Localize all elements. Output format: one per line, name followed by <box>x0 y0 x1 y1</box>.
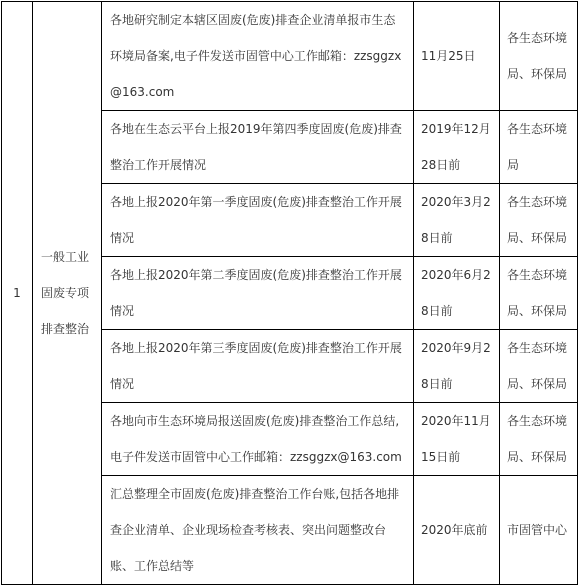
responsible-org-cell: 各生态环境局、环保局 <box>500 2 578 111</box>
project-name-cell <box>33 2 102 585</box>
task-cell: 各地上报2020年第二季度固废(危废)排查整治工作开展情况 <box>102 257 414 330</box>
responsible-org-cell: 各生态环境局、环保局 <box>500 403 578 476</box>
responsible-org-cell: 各生态环境局、环保局 <box>500 257 578 330</box>
deadline-cell: 2020年6月28日前 <box>414 257 500 330</box>
task-cell: 汇总整理全市固废(危废)排查整治工作台账,包括各地排查企业清单、企业现场检查考核表、突出问题整改台账、工作总结等 <box>102 476 414 585</box>
task-cell: 各地在生态云平台上报2019年第四季度固废(危废)排查整治工作开展情况 <box>102 111 414 184</box>
responsible-org-cell: 各生态环境局、环保局 <box>500 330 578 403</box>
task-schedule-table <box>1 1 578 585</box>
deadline-cell: 2020年底前 <box>414 476 500 585</box>
task-cell: 各地上报2020年第一季度固废(危废)排查整治工作开展情况 <box>102 184 414 257</box>
deadline-cell: 2020年9月28日前 <box>414 330 500 403</box>
responsible-org-cell: 各生态环境局、环保局 <box>500 184 578 257</box>
deadline-cell: 2020年11月15日前 <box>414 403 500 476</box>
project-name: 一般工业固废专项排查整治 <box>41 250 90 336</box>
task-cell: 各地上报2020年第三季度固废(危废)排查整治工作开展情况 <box>102 330 414 403</box>
task-cell: 各地向市生态环境局报送固废(危废)排查整治工作总结,电子件发送市固管中心工作邮箱：zzsggzx@163.com <box>102 403 414 476</box>
responsible-org-cell: 市固管中心 <box>500 476 578 585</box>
task-cell: 各地研究制定本辖区固废(危废)排查企业清单报市生态环境局备案,电子件发送市固管中心工作邮箱：zzsggzx@163.com <box>102 2 414 111</box>
sequence-number-cell: 1 <box>2 2 33 585</box>
deadline-cell: 2019年12月28日前 <box>414 111 500 184</box>
deadline-cell: 11月25日 <box>414 2 500 111</box>
deadline-cell: 2020年3月28日前 <box>414 184 500 257</box>
responsible-org-cell: 各生态环境局 <box>500 111 578 184</box>
table-row <box>2 2 578 111</box>
